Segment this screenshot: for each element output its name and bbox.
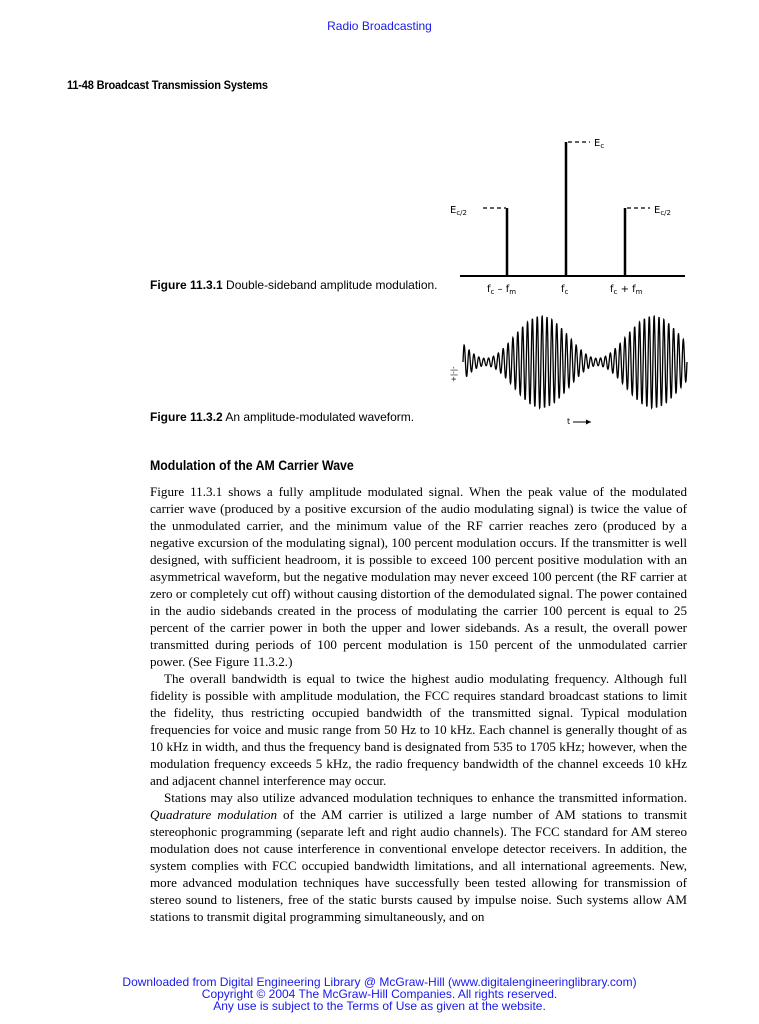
footer: [0, 976, 759, 1012]
time-axis-label: t: [567, 417, 571, 426]
modulated-waveform: [463, 316, 687, 408]
figure-caption-text: Double-sideband amplitude modulation.: [222, 278, 438, 292]
figure-11-3-1-caption: [150, 278, 438, 292]
figure-number: Figure 11.3.1: [150, 278, 223, 292]
upper-frequency-label: $f_c + f_m$: [610, 284, 643, 296]
lower-frequency-label: $f_c - f_m$: [487, 284, 517, 296]
running-head: 11-48 Broadcast Transmission Systems: [67, 78, 268, 92]
figure-caption-text: An amplitude-modulated waveform.: [222, 410, 415, 424]
spectrum-diagram: [440, 130, 700, 300]
amplitude-axis-label: +|-|-: [450, 366, 458, 382]
source-link[interactable]: Radio Broadcasting: [327, 19, 432, 33]
paragraph: Figure 11.3.1 shows a fully amplitude modulated signal. When the peak value of the modulated carrier wave (produced by a positive excursion of the audio modulating signal) is twice the value of the unmodulated carrier, and the minimum value of the RF carrier reaches zero (produced by a negative excursion of the modulating signal), 100 percent modulation occurs. If the transmitter is well designed, with sufficient headroom, it is possible to exceed 100 percent positive modulation with an asymmetrical waveform, but the negative modulation may never exceed 100 percent (the RF carrier at zero or completely cut off) without causing distortion of the demodulated signal. The power contained in the audio sidebands created in the process of modulating the carrier 100 percent is equal to 25 percent of the carrier power in both the upper and lower sidebands. As a result, the overall power transmitted during periods of 100 percent modulation is 150 percent of the unmodulated carrier power. (See Figure 11.3.2.): [150, 484, 687, 669]
am-waveform: [445, 312, 695, 430]
upper-sideband-amplitude-label: $E_{c/2}$: [654, 205, 671, 217]
figure-number: Figure 11.3.2: [150, 410, 223, 424]
body-text: [150, 483, 687, 925]
paragraph: The overall bandwidth is equal to twice the highest audio modulating frequency. Although full fidelity is possible with amplitude modulation, the FCC requires standard broadcast stations to limit the fidelity, thus restricting occupied bandwidth of the transmitted signal. Typical modulation frequencies for voice and music range from 50 Hz to 10 kHz. Each channel is generally thought of as 10 kHz in width, and thus the frequency band is designated from 535 to 1705 kHz; however, when the modulation frequency exceeds 5 kHz, the radio frequency bandwidth of the channel exceeds 10 kHz and adjacent channel interference may occur.: [150, 671, 687, 788]
emphasized-term: Quadrature modulation: [150, 807, 278, 822]
carrier-frequency-label: $f_c$: [561, 284, 569, 296]
footer-download-link[interactable]: Downloaded from Digital Engineering Library @ McGraw-Hill (www.digitalengineeringlibrary.com): [122, 975, 637, 989]
figure-11-3-2-caption: [150, 410, 414, 424]
carrier-amplitude-label: $E_c$: [594, 138, 605, 150]
lower-sideband-amplitude-label: $E_{c/2}$: [450, 205, 467, 217]
paragraph: Stations may also utilize advanced modulation techniques to enhance the transmitted information. Quadrature modulation of the AM carrier is utilized a large number of AM stations to transmit stereophonic programming (separate left and right audio channels). The FCC standard for AM stereo modulation does not cause interference in conventional envelope detector receivers. In addition, the system complies with FCC occupied bandwidth limitations, and all international agreements. New, more advanced modulation techniques have successfully been tested allowing for transmission of stereo sound to listeners, free of the static bursts caused by impulse noise. Such systems allow AM stations to transmit digital programming simultaneously, and on: [150, 790, 687, 924]
section-heading: Modulation of the AM Carrier Wave: [150, 457, 354, 473]
footer-copyright[interactable]: Copyright © 2004 The McGraw-Hill Companies. All rights reserved.: [201, 987, 558, 1001]
footer-terms-link[interactable]: Any use is subject to the Terms of Use as given at the website.: [213, 999, 546, 1013]
